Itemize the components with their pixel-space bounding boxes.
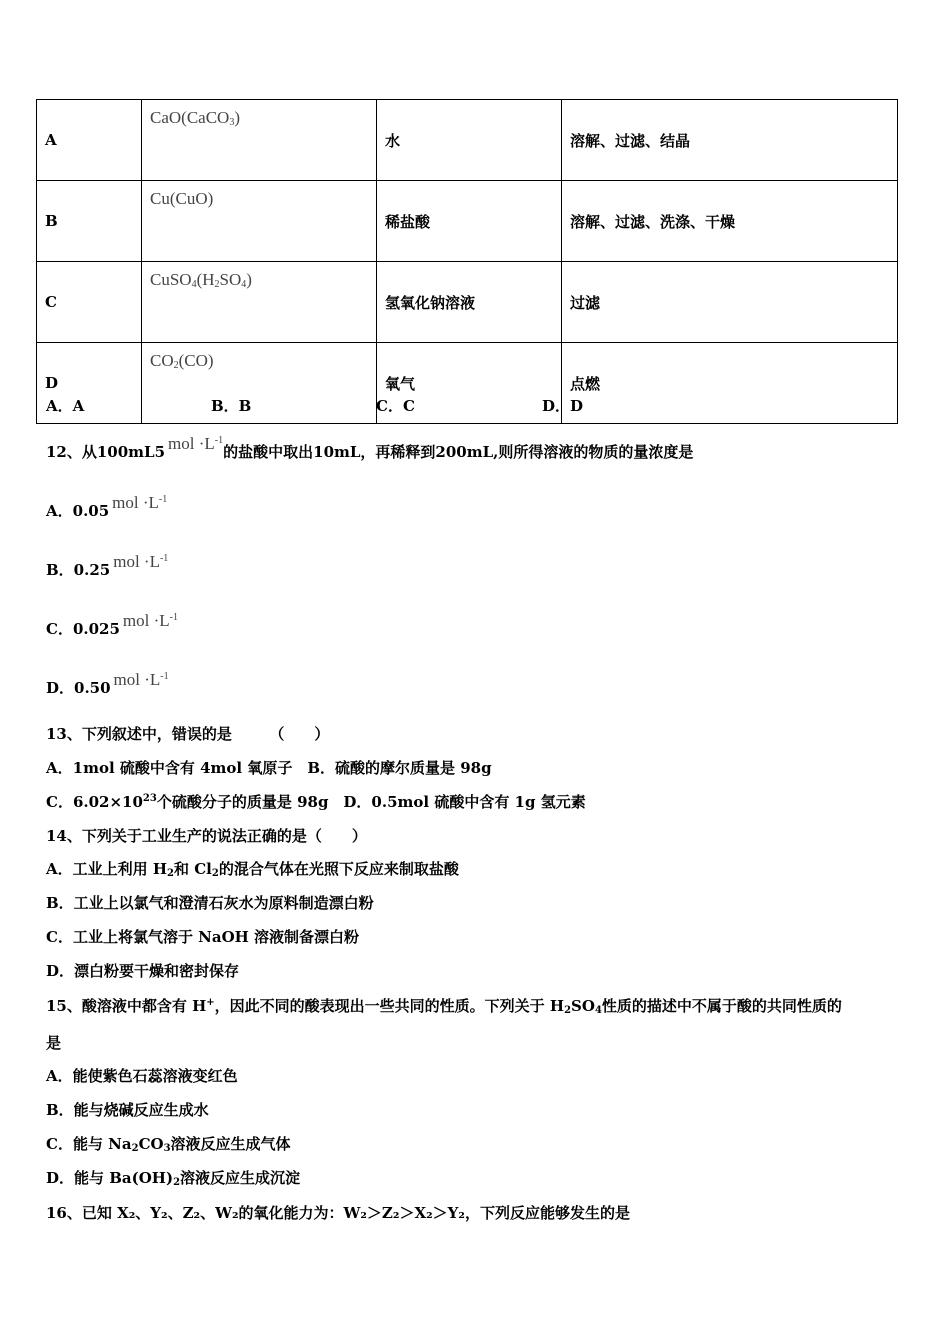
substance-cell: CaO(CaCO$_3$) bbox=[142, 100, 377, 181]
q13-options-cd: C．$6.02\times 10^{23}$个硫酸分子的质量是 98g D．0.5mol 硫酸中含有 1g 氢元素 bbox=[46, 793, 586, 811]
q12-option-d: D．0.50 mol $\cdot L^{-1}$ bbox=[46, 670, 169, 697]
q12-stem: 12、从100mL5 mol $\cdot L^{-1}$的盐酸中取出10mL，再稀释到200mL,则所得溶液的物质的量浓度是 bbox=[46, 434, 694, 461]
q14-stem: 14、下列关于工业生产的说法正确的是（ ） bbox=[46, 827, 367, 845]
q13-options-ab: A．1mol 硫酸中含有 4mol 氧原子 B．硫酸的摩尔质量是 98g bbox=[46, 759, 492, 777]
q14-option-a: A．工业上利用 $H_2$和 $Cl_2$的混合气体在光照下反应来制取盐酸 bbox=[46, 860, 459, 879]
substance-cell: Cu(CuO) bbox=[142, 181, 377, 262]
q12-option-b: B．0.25 mol $\cdot L^{-1}$ bbox=[46, 552, 169, 579]
substance-cell: $CuSO_4(H_2SO_4)$ bbox=[142, 262, 377, 343]
q14-option-b: B．工业上以氯气和澄清石灰水为原料制造漂白粉 bbox=[46, 894, 374, 912]
q11-option-a: A．A bbox=[46, 397, 85, 415]
table-row bbox=[37, 343, 898, 424]
q12-option-c: C．0.025 mol $\cdot L^{-1}$ bbox=[46, 611, 179, 638]
row-label: D bbox=[37, 343, 142, 424]
q15-option-b: B．能与烧碱反应生成水 bbox=[46, 1101, 209, 1119]
q11-option-b: B．B bbox=[211, 397, 252, 415]
q15-option-d: D．能与 $Ba(OH)_2$溶液反应生成沉淀 bbox=[46, 1169, 301, 1188]
q15-option-c: C．能与 $Na_2CO_3$溶液反应生成气体 bbox=[46, 1135, 291, 1154]
reagent-cell: 氢氧化钠溶液 bbox=[377, 262, 562, 343]
q11-option-c: C．C bbox=[376, 397, 415, 415]
q12-option-a: A．0.05 mol $\cdot L^{-1}$ bbox=[46, 493, 168, 520]
method-cell: 溶解、过滤、洗涤、干燥 bbox=[562, 181, 898, 262]
q15-stem-cont: 是 bbox=[46, 1034, 62, 1052]
method-cell: 过滤 bbox=[562, 262, 898, 343]
q16-stem: 16、已知 X₂、Y₂、Z₂、W₂的氧化能力为：W₂＞Z₂＞X₂＞Y₂，下列反应能够发生的是 bbox=[46, 1204, 630, 1222]
table-row bbox=[37, 100, 898, 181]
method-cell: 溶解、过滤、结晶 bbox=[562, 100, 898, 181]
q14-option-c: C．工业上将氯气溶于 NaOH 溶液制备漂白粉 bbox=[46, 928, 360, 946]
reagent-cell: 水 bbox=[377, 100, 562, 181]
row-label: C bbox=[37, 262, 142, 343]
q14-option-d: D．漂白粉要干燥和密封保存 bbox=[46, 962, 240, 980]
q11-option-d: D．D bbox=[542, 397, 584, 415]
row-label: B bbox=[37, 181, 142, 262]
reagent-cell: 稀盐酸 bbox=[377, 181, 562, 262]
table-row bbox=[37, 181, 898, 262]
reagent-table bbox=[36, 99, 898, 424]
q15-stem: 15、酸溶液中都含有 H+，因此不同的酸表现出一些共同的性质。下列关于 $H_2SO_4$性质的描述中不属于酸的共同性质的 bbox=[46, 997, 842, 1016]
table-row bbox=[37, 262, 898, 343]
reagent-cell: 氧气 bbox=[377, 343, 562, 424]
substance-cell: $CO_2(CO)$ bbox=[142, 343, 377, 424]
row-label: A bbox=[37, 100, 142, 181]
method-cell: 点燃 bbox=[562, 343, 898, 424]
q15-option-a: A．能使紫色石蕊溶液变红色 bbox=[46, 1067, 238, 1085]
q13-stem: 13、下列叙述中，错误的是 （ ） bbox=[46, 725, 330, 743]
